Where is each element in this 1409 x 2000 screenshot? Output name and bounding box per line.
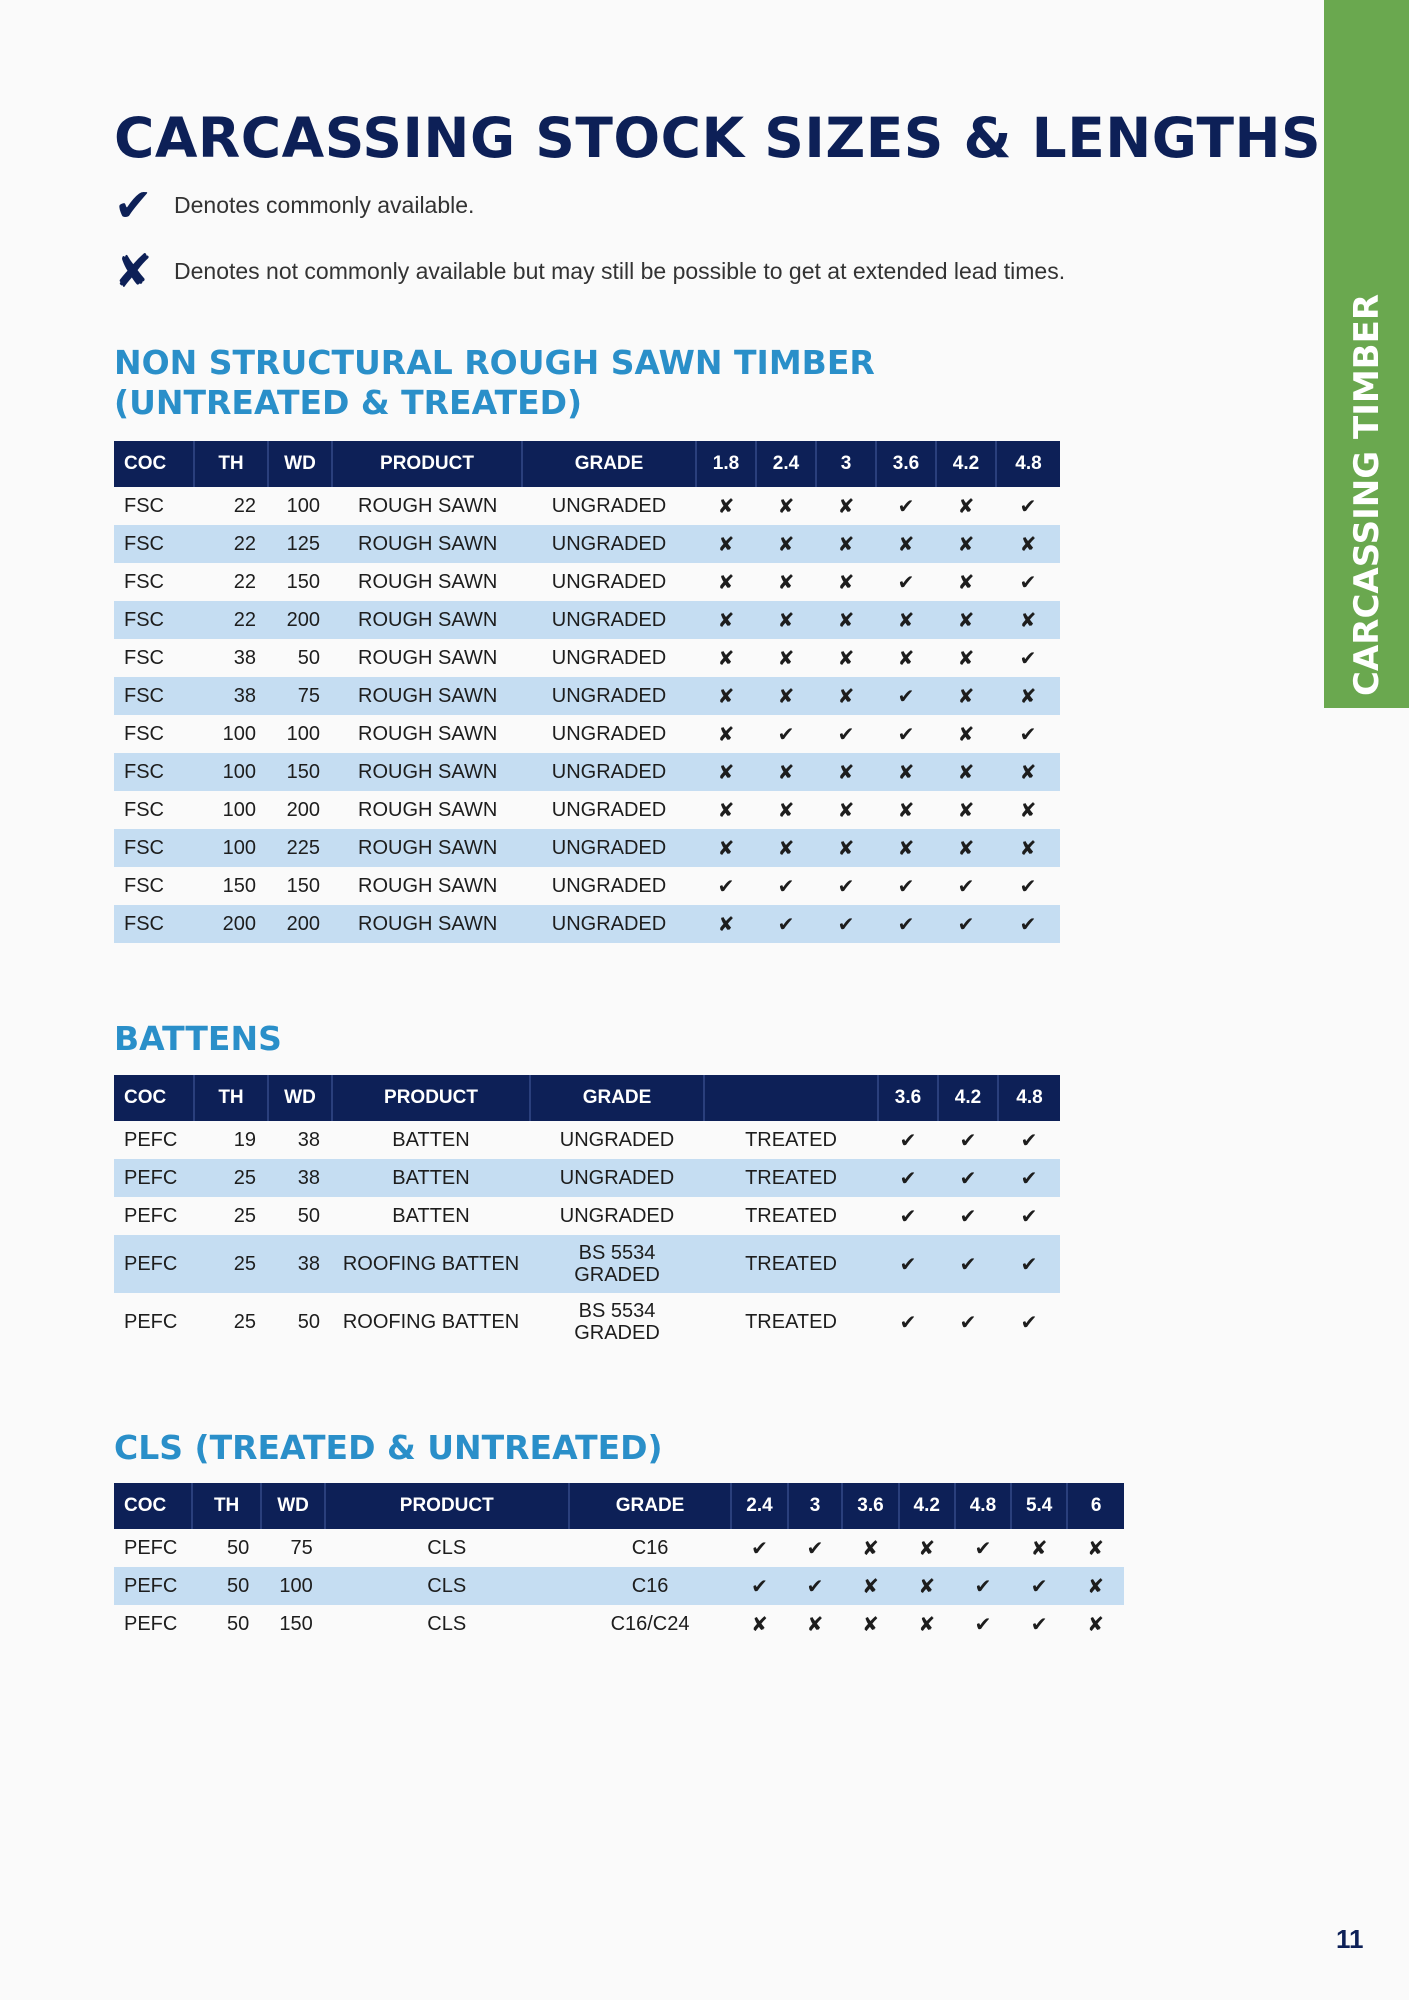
table-cell: ✘ — [777, 495, 795, 518]
legend-not-available-text: Denotes not commonly available but may still be possible to get at extended lead times. — [174, 257, 1066, 284]
table-row — [114, 525, 1060, 563]
table-cell: 200 — [268, 905, 332, 943]
table-cell: ✔ — [1020, 1129, 1038, 1152]
table-cell: 200 — [286, 798, 320, 821]
table-cell: CLS — [427, 1536, 467, 1559]
table-cell: ✘ — [717, 799, 735, 822]
table-row — [114, 487, 1060, 525]
table-cell: ✘ — [1087, 1613, 1105, 1636]
table-cell — [530, 1293, 704, 1351]
table-cell: 100 — [222, 722, 256, 745]
table-cell: BATTEN — [392, 1128, 470, 1151]
table-cell: FSC — [114, 677, 194, 715]
table-cell: UNGRADED — [551, 798, 667, 821]
table-cell: ✔ — [938, 1235, 998, 1293]
table-cell: ROUGH SAWN — [358, 722, 498, 745]
table-cell: UNGRADED — [522, 905, 696, 943]
column-header: 4.2 — [899, 1483, 955, 1529]
table-cell: 225 — [268, 829, 332, 867]
table-cell: ✔ — [756, 905, 816, 943]
column-header: GRADE — [522, 441, 696, 487]
table-cell: UNGRADED — [559, 1204, 675, 1227]
column-header: COC — [114, 441, 194, 487]
table-cell: TREATED — [745, 1204, 837, 1227]
legend-available-text: Denotes commonly available. — [174, 191, 475, 218]
table-cell: ✔ — [777, 723, 795, 746]
table-cell: ✘ — [777, 647, 795, 670]
column-header: TH — [192, 1483, 261, 1529]
table-cell: 150 — [286, 874, 320, 897]
table-cell: UNGRADED — [551, 494, 667, 517]
table-cell: ✔ — [1019, 571, 1037, 594]
table-cell: UNGRADED — [551, 722, 667, 745]
table-cell: FSC — [124, 494, 164, 517]
table-cell: ✘ — [876, 525, 936, 563]
table-cell: FSC — [124, 722, 164, 745]
table-cell: 38 — [194, 677, 268, 715]
table-cell: 19 — [233, 1128, 256, 1151]
table-cell: ✘ — [1067, 1567, 1124, 1605]
table-cell: ✔ — [837, 875, 855, 898]
table-cell: ✘ — [996, 829, 1060, 867]
table-cell: ✘ — [957, 723, 975, 746]
table-cell: FSC — [124, 874, 164, 897]
table-row — [114, 1605, 1124, 1643]
table-cell: ✔ — [897, 571, 915, 594]
table-cell: ✘ — [756, 677, 816, 715]
table-cell: UNGRADED — [551, 570, 667, 593]
table-cell: 100 — [194, 753, 268, 791]
table-cell: ✔ — [897, 495, 915, 518]
column-header: 2.4 — [731, 1483, 787, 1529]
table-cell: ✘ — [756, 753, 816, 791]
table-cell: PEFC — [124, 1612, 178, 1635]
column-header: WD — [268, 441, 332, 487]
table-cell: ROUGH SAWN — [332, 677, 522, 715]
table-cell: PEFC — [114, 1567, 192, 1605]
column-header: TH — [194, 1075, 268, 1121]
table-cell: ✔ — [1019, 875, 1037, 898]
table-cell: UNGRADED — [522, 525, 696, 563]
table-cell: TREATED — [745, 1310, 837, 1333]
column-header: WD — [268, 1075, 332, 1121]
table-row — [114, 1235, 1060, 1293]
table-cell: ✔ — [837, 723, 855, 746]
table-cell: ROUGH SAWN — [358, 646, 498, 669]
table-cell: ✘ — [837, 571, 855, 594]
table-cell: ROUGH SAWN — [332, 905, 522, 943]
table-cell: ✔ — [899, 1129, 917, 1152]
table-cell: ✘ — [957, 799, 975, 822]
table-row — [114, 1529, 1124, 1567]
column-header: GRADE — [569, 1483, 732, 1529]
table-cell: ✔ — [878, 1235, 938, 1293]
table-cell: 150 — [268, 753, 332, 791]
table-cell: ✔ — [897, 723, 915, 746]
table-cell: ✘ — [876, 601, 936, 639]
table-cell: ✘ — [837, 799, 855, 822]
table-cell: ✔ — [998, 1159, 1060, 1197]
table-cell: 22 — [233, 494, 256, 517]
column-header: 4.2 — [938, 1075, 998, 1121]
table-cell: ROUGH SAWN — [358, 798, 498, 821]
table-cell: UNGRADED — [522, 677, 696, 715]
table-cell: ✘ — [936, 829, 996, 867]
grade-line: GRADED — [574, 1264, 660, 1286]
table-cell: ✔ — [938, 1159, 998, 1197]
table-cell: ✔ — [1019, 495, 1037, 518]
table-cell: FSC — [114, 525, 194, 563]
column-header: TH — [194, 441, 268, 487]
table-cell: FSC — [124, 570, 164, 593]
table-cell: ✘ — [756, 601, 816, 639]
table-cell: UNGRADED — [551, 646, 667, 669]
battens-table — [114, 1075, 1060, 1351]
table-cell: ✘ — [1087, 1537, 1105, 1560]
table-cell: ✘ — [996, 601, 1060, 639]
column-header: 1.8 — [696, 441, 756, 487]
table-cell: TREATED — [745, 1128, 837, 1151]
column-header: GRADE — [530, 1075, 704, 1121]
legend-available — [114, 179, 475, 231]
table-cell: ✘ — [897, 647, 915, 670]
table-cell: ✘ — [1019, 799, 1037, 822]
table-cell: ✔ — [1020, 1311, 1038, 1334]
table-cell: BATTEN — [332, 1159, 530, 1197]
table-cell: 125 — [268, 525, 332, 563]
column-header: 4.8 — [998, 1075, 1060, 1121]
table-cell: ROUGH SAWN — [358, 874, 498, 897]
table-cell: ✘ — [717, 647, 735, 670]
table-cell: ✘ — [936, 525, 996, 563]
table-cell: ✔ — [998, 1235, 1060, 1293]
table-cell: 25 — [233, 1204, 256, 1227]
table-cell: ✘ — [756, 525, 816, 563]
table-cell: ✔ — [751, 1537, 768, 1560]
table-cell: ✔ — [899, 1311, 917, 1334]
table-cell: ✘ — [696, 601, 756, 639]
table-cell: 200 — [268, 601, 332, 639]
table-cell: ✔ — [957, 875, 975, 898]
table-cell: ✘ — [899, 1567, 955, 1605]
grade-line: BS 5534 — [578, 1300, 656, 1322]
table-row — [114, 1293, 1060, 1351]
table-cell: ✘ — [756, 829, 816, 867]
table-cell: ✘ — [816, 525, 876, 563]
table-cell: ✘ — [876, 829, 936, 867]
table-cell: FSC — [114, 753, 194, 791]
table-cell: ✘ — [918, 1537, 936, 1560]
table-cell: 200 — [194, 905, 268, 943]
battens-title: BATTENS — [114, 1019, 282, 1058]
table-row — [114, 1567, 1124, 1605]
table-cell: C16 — [569, 1567, 732, 1605]
table-cell: ✔ — [899, 1205, 917, 1228]
table-cell: 22 — [233, 570, 256, 593]
table-cell: 75 — [290, 1536, 313, 1559]
table-cell: FSC — [124, 798, 164, 821]
table-cell: 75 — [268, 677, 332, 715]
table-cell: ✔ — [878, 1159, 938, 1197]
table-cell: 25 — [233, 1310, 256, 1333]
table-cell: 150 — [286, 570, 320, 593]
table-cell: ✔ — [974, 1613, 992, 1636]
table-cell: ✘ — [751, 1613, 768, 1636]
column-header: 5.4 — [1011, 1483, 1067, 1529]
table-cell: C16/C24 — [610, 1612, 690, 1635]
table-cell: ✘ — [696, 753, 756, 791]
table-cell: ✘ — [996, 753, 1060, 791]
table-cell: ✔ — [816, 905, 876, 943]
table-cell: ✘ — [816, 829, 876, 867]
table-row — [114, 829, 1060, 867]
table-cell: ✔ — [1011, 1567, 1067, 1605]
table-cell: ✔ — [936, 905, 996, 943]
table-cell: ✘ — [717, 571, 735, 594]
column-header: 3 — [816, 441, 876, 487]
page-title: CARCASSING STOCK SIZES & LENGTHS — [114, 106, 1322, 170]
cls-table — [114, 1483, 1124, 1643]
table-cell: 22 — [194, 525, 268, 563]
table-cell: ✘ — [816, 601, 876, 639]
table-cell: ✘ — [717, 723, 735, 746]
table-cell: ✘ — [957, 495, 975, 518]
table-cell: ✘ — [777, 571, 795, 594]
table-cell: ✘ — [837, 647, 855, 670]
column-header: WD — [261, 1483, 325, 1529]
column-header: PRODUCT — [325, 1483, 569, 1529]
table-cell: ✘ — [862, 1613, 879, 1636]
column-header: 4.2 — [936, 441, 996, 487]
table-cell: ROUGH SAWN — [358, 570, 498, 593]
page-number: 11 — [1336, 1924, 1364, 1954]
column-header: 4.8 — [996, 441, 1060, 487]
column-header: 3.6 — [878, 1075, 938, 1121]
table-cell: ✘ — [918, 1613, 936, 1636]
table-cell: ✘ — [936, 601, 996, 639]
table-cell: 50 — [297, 1310, 320, 1333]
table-cell: ROUGH SAWN — [332, 601, 522, 639]
table-cell: C16 — [631, 1536, 669, 1559]
grade-line: BS 5534 — [578, 1242, 656, 1264]
table-cell: 50 — [192, 1567, 261, 1605]
table-cell: TREATED — [704, 1235, 878, 1293]
table-row — [114, 791, 1060, 829]
table-cell: UNGRADED — [522, 829, 696, 867]
table-cell: ✘ — [806, 1613, 824, 1636]
table-cell: ✘ — [837, 495, 855, 518]
table-cell: ROUGH SAWN — [332, 525, 522, 563]
table-cell: ROOFING BATTEN — [342, 1310, 520, 1333]
table-cell: TREATED — [704, 1159, 878, 1197]
table-cell: ✔ — [959, 1311, 977, 1334]
table-cell: 50 — [297, 1204, 320, 1227]
table-cell: ROUGH SAWN — [332, 829, 522, 867]
column-header: 2.4 — [756, 441, 816, 487]
table-cell: ✔ — [1020, 1205, 1038, 1228]
table-cell: ROUGH SAWN — [358, 494, 498, 517]
table-row — [114, 1197, 1060, 1235]
column-header: 4.8 — [955, 1483, 1011, 1529]
table-cell: ✔ — [876, 677, 936, 715]
table-cell: ✘ — [717, 495, 735, 518]
table-cell: CLS — [427, 1612, 467, 1635]
table-cell: 150 — [222, 874, 256, 897]
table-cell: ✔ — [1019, 647, 1037, 670]
table-row — [114, 715, 1060, 753]
cross-icon: ✘ — [114, 245, 153, 297]
column-header: 3 — [788, 1483, 843, 1529]
table-row — [114, 639, 1060, 677]
table-cell: ✔ — [731, 1567, 787, 1605]
column-header: COC — [114, 1483, 192, 1529]
table-cell: ✘ — [936, 753, 996, 791]
table-cell: ✘ — [696, 905, 756, 943]
table-cell: 38 — [268, 1159, 332, 1197]
table-cell: 38 — [233, 646, 256, 669]
table-cell: ✘ — [816, 677, 876, 715]
table-cell: FSC — [124, 646, 164, 669]
table-cell: 100 — [194, 829, 268, 867]
table-cell: ✘ — [777, 799, 795, 822]
table-cell: 100 — [286, 722, 320, 745]
rough-sawn-title: NON STRUCTURAL ROUGH SAWN TIMBER (UNTREATED & TREATED) — [114, 343, 875, 422]
column-header: 3.6 — [842, 1483, 898, 1529]
table-cell: ✘ — [996, 525, 1060, 563]
table-cell: PEFC — [114, 1159, 194, 1197]
table-cell: ✔ — [955, 1567, 1011, 1605]
table-cell: ROUGH SAWN — [332, 753, 522, 791]
table-cell: ✘ — [957, 647, 975, 670]
table-cell: ROOFING BATTEN — [332, 1235, 530, 1293]
table-cell: PEFC — [124, 1310, 178, 1333]
column-header: PRODUCT — [332, 441, 522, 487]
column-header — [704, 1075, 878, 1121]
check-icon: ✔ — [114, 179, 153, 231]
table-cell: ✔ — [1030, 1613, 1048, 1636]
table-cell: 25 — [194, 1235, 268, 1293]
table-row — [114, 677, 1060, 715]
table-cell: UNGRADED — [530, 1159, 704, 1197]
table-cell: BATTEN — [392, 1204, 470, 1227]
cls-title: CLS (TREATED & UNTREATED) — [114, 1428, 663, 1467]
table-cell: PEFC — [124, 1204, 178, 1227]
table-row — [114, 867, 1060, 905]
table-cell: ✔ — [959, 1205, 977, 1228]
grade-line: GRADED — [574, 1322, 660, 1344]
table-cell: ✘ — [936, 677, 996, 715]
table-cell: PEFC — [124, 1536, 178, 1559]
table-cell: 100 — [261, 1567, 325, 1605]
table-cell: 150 — [279, 1612, 313, 1635]
table-cell: ✔ — [1019, 723, 1037, 746]
table-cell: UNGRADED — [522, 601, 696, 639]
table-cell: ✔ — [806, 1537, 824, 1560]
table-cell: ✘ — [876, 753, 936, 791]
table-cell: ✘ — [696, 829, 756, 867]
column-header: PRODUCT — [332, 1075, 530, 1121]
table-cell: ✔ — [788, 1567, 843, 1605]
table-cell: ✔ — [777, 875, 795, 898]
table-row — [114, 601, 1060, 639]
table-cell: ✘ — [696, 525, 756, 563]
table-cell: UNGRADED — [551, 874, 667, 897]
table-cell: ✔ — [996, 905, 1060, 943]
table-cell: PEFC — [114, 1235, 194, 1293]
table-cell: FSC — [114, 905, 194, 943]
table-cell: 38 — [268, 1235, 332, 1293]
table-cell: ✔ — [959, 1129, 977, 1152]
table-row — [114, 1121, 1060, 1159]
table-cell: ✘ — [842, 1567, 898, 1605]
column-header: COC — [114, 1075, 194, 1121]
table-cell: 25 — [194, 1159, 268, 1197]
table-cell: 100 — [286, 494, 320, 517]
table-row — [114, 1159, 1060, 1197]
table-cell: 100 — [222, 798, 256, 821]
column-header: 6 — [1067, 1483, 1124, 1529]
column-header: 3.6 — [876, 441, 936, 487]
table-cell: ✔ — [974, 1537, 992, 1560]
table-cell: ✘ — [816, 753, 876, 791]
table-cell: FSC — [114, 829, 194, 867]
table-cell: PEFC — [124, 1128, 178, 1151]
table-row — [114, 905, 1060, 943]
side-tab-label: CARCASSING TIMBER — [1346, 293, 1387, 697]
legend-not-available — [114, 245, 1066, 297]
table-row — [114, 753, 1060, 791]
table-cell: 50 — [227, 1612, 250, 1635]
table-cell: UNGRADED — [559, 1128, 675, 1151]
rough-sawn-table — [114, 441, 1060, 943]
table-row — [114, 563, 1060, 601]
table-cell: ✔ — [717, 875, 735, 898]
table-cell: 50 — [297, 646, 320, 669]
table-cell: ✔ — [876, 905, 936, 943]
table-cell: ✘ — [696, 677, 756, 715]
table-cell: 38 — [297, 1128, 320, 1151]
table-cell: 22 — [194, 601, 268, 639]
table-cell: CLS — [325, 1567, 569, 1605]
table-cell: FSC — [114, 601, 194, 639]
table-cell: ✘ — [996, 677, 1060, 715]
table-cell: ✘ — [862, 1537, 879, 1560]
table-cell: ✘ — [1030, 1537, 1048, 1560]
table-cell: 50 — [227, 1536, 250, 1559]
table-cell: ✔ — [897, 875, 915, 898]
table-cell — [530, 1235, 704, 1293]
table-cell: UNGRADED — [522, 753, 696, 791]
table-cell: ✘ — [897, 799, 915, 822]
table-cell: ✘ — [957, 571, 975, 594]
